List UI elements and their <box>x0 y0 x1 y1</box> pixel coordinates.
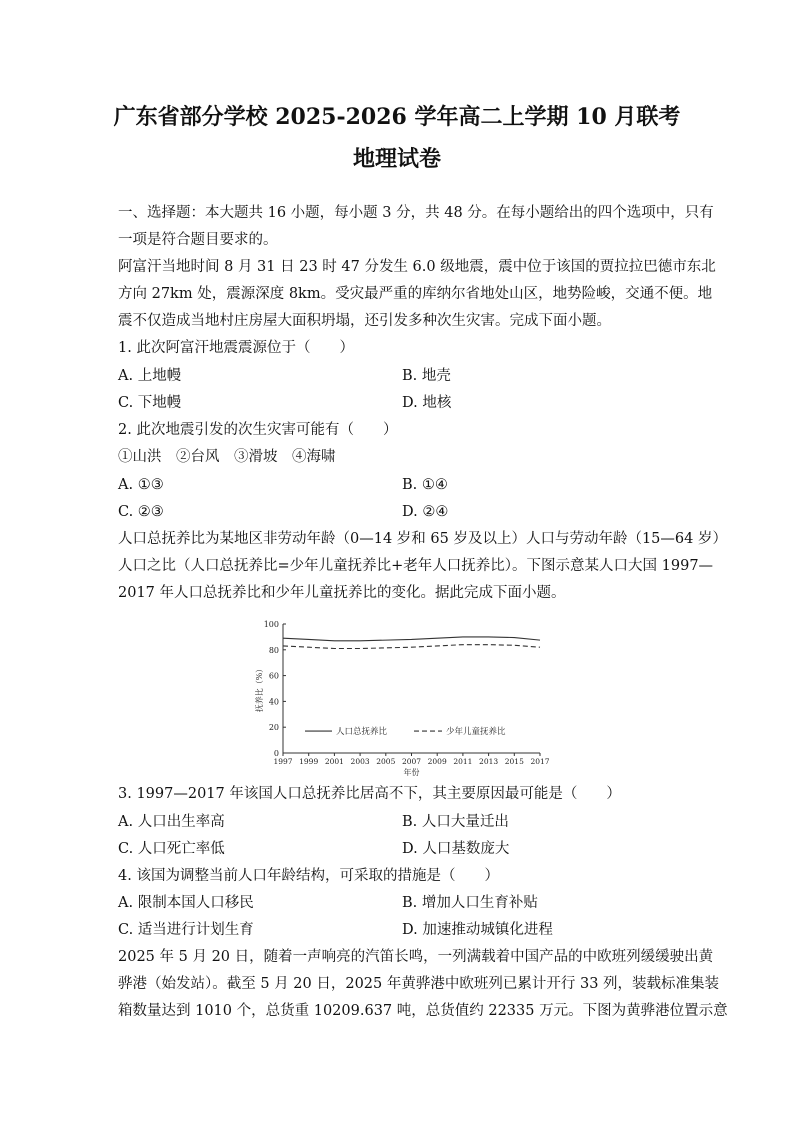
x-tick-label: 2001 <box>324 757 344 766</box>
section-instruction-line: 一、选择题：本大题共 16 小题，每小题 3 分，共 48 分。在每小题给出的四个选项中，只有 <box>118 205 714 221</box>
x-tick-label: 2009 <box>427 757 447 766</box>
option-a[interactable]: A. ①③ <box>118 477 164 493</box>
question-stem: 1. 此次阿富汗地震震源位于（ ） <box>118 340 354 356</box>
x-tick-label: 1997 <box>273 757 293 766</box>
y-tick-label: 80 <box>268 645 279 655</box>
x-tick-label: 1999 <box>299 757 319 766</box>
y-axis-label: 抚养比（%） <box>255 664 264 713</box>
passage-line: 方向 27km 处，震源深度 8km。受灾最严重的库纳尔省地处山区，地势险峻，交通不便。地 <box>118 286 713 302</box>
passage-line: 震不仅造成当地村庄房屋大面积坍塌，还引发多种次生灾害。完成下面小题。 <box>118 313 611 329</box>
option-b[interactable]: B. 人口大量迁出 <box>402 814 509 830</box>
option-d[interactable]: D. 人口基数庞大 <box>402 841 510 857</box>
x-tick-label: 2015 <box>504 757 524 766</box>
passage-line: 箱数量达到 1010 个，总货重 10209.637 吨，总货值约 22335 万元。下图为黄骅港位置示意 <box>118 1003 728 1019</box>
y-tick-label: 40 <box>268 697 279 707</box>
question-stem: 4. 该国为调整当前人口年龄结构，可采取的措施是（ ） <box>118 868 499 884</box>
legend-label-2: 少年儿童抚养比 <box>446 727 506 738</box>
y-tick-label: 100 <box>263 620 279 629</box>
series-line-2 <box>283 645 540 649</box>
question-items: ①山洪 ②台风 ③滑坡 ④海啸 <box>118 449 336 465</box>
question-stem: 3. 1997—2017 年该国人口总抚养比居高不下，其主要原因最可能是（ ） <box>118 786 621 802</box>
option-c[interactable]: C. ②③ <box>118 504 164 520</box>
passage-line: 2017 年人口总抚养比和少年儿童抚养比的变化。据此完成下面小题。 <box>118 585 566 601</box>
exam-title: 广东省部分学校 2025-2026 学年高二上学期 10 月联考 <box>113 104 681 130</box>
option-d[interactable]: D. 加速推动城镇化进程 <box>402 922 553 938</box>
passage-line: 骅港（始发站）。截至 5 月 20 日，2025 年黄骅港中欧班列已累计开行 33 列，装载标准集装 <box>118 976 720 992</box>
dependency-ratio-chart <box>250 616 550 780</box>
section-instruction-line: 一项是符合题目要求的。 <box>118 232 278 248</box>
exam-subject-title: 地理试卷 <box>352 146 441 172</box>
option-b[interactable]: B. ①④ <box>402 477 448 493</box>
option-c[interactable]: C. 适当进行计划生育 <box>118 922 254 938</box>
legend-label-1: 人口总抚养比 <box>336 727 388 738</box>
x-tick-label: 2013 <box>479 757 499 766</box>
option-d[interactable]: D. ②④ <box>402 504 449 520</box>
x-tick-label: 2011 <box>453 757 473 766</box>
x-tick-label: 2017 <box>530 757 550 766</box>
series-line-1 <box>283 637 540 641</box>
y-tick-label: 60 <box>268 671 279 681</box>
x-tick-label: 2003 <box>350 757 370 766</box>
option-b[interactable]: B. 增加人口生育补贴 <box>402 895 538 911</box>
option-a[interactable]: A. 上地幔 <box>118 368 182 384</box>
x-tick-label: 2007 <box>401 757 422 766</box>
x-tick-label: 2005 <box>376 757 396 766</box>
passage-line: 2025 年 5 月 20 日，随着一声响亮的汽笛长鸣，一列满载着中国产品的中欧班列缓缓驶出黄 <box>118 949 714 965</box>
passage-line: 人口之比（人口总抚养比=少年儿童抚养比+老年人口抚养比）。下图示意某人口大国 1997— <box>118 558 714 574</box>
x-axis-label: 年份 <box>403 768 420 777</box>
passage-line: 人口总抚养比为某地区非劳动年龄（0—14 岁和 65 岁及以上）人口与劳动年龄（15—64 岁） <box>118 531 727 547</box>
passage-line: 阿富汗当地时间 8 月 31 日 23 时 47 分发生 6.0 级地震，震中位于该国的贾拉拉巴德市东北 <box>118 259 716 275</box>
option-d[interactable]: D. 地核 <box>402 395 452 411</box>
option-a[interactable]: A. 人口出生率高 <box>118 814 225 830</box>
y-tick-label: 0 <box>273 749 279 758</box>
option-a[interactable]: A. 限制本国人口移民 <box>118 895 254 911</box>
y-tick-label: 20 <box>268 723 279 733</box>
option-c[interactable]: C. 人口死亡率低 <box>118 841 225 857</box>
option-c[interactable]: C. 下地幔 <box>118 395 182 411</box>
question-stem: 2. 此次地震引发的次生灾害可能有（ ） <box>118 422 398 438</box>
option-b[interactable]: B. 地壳 <box>402 368 451 384</box>
